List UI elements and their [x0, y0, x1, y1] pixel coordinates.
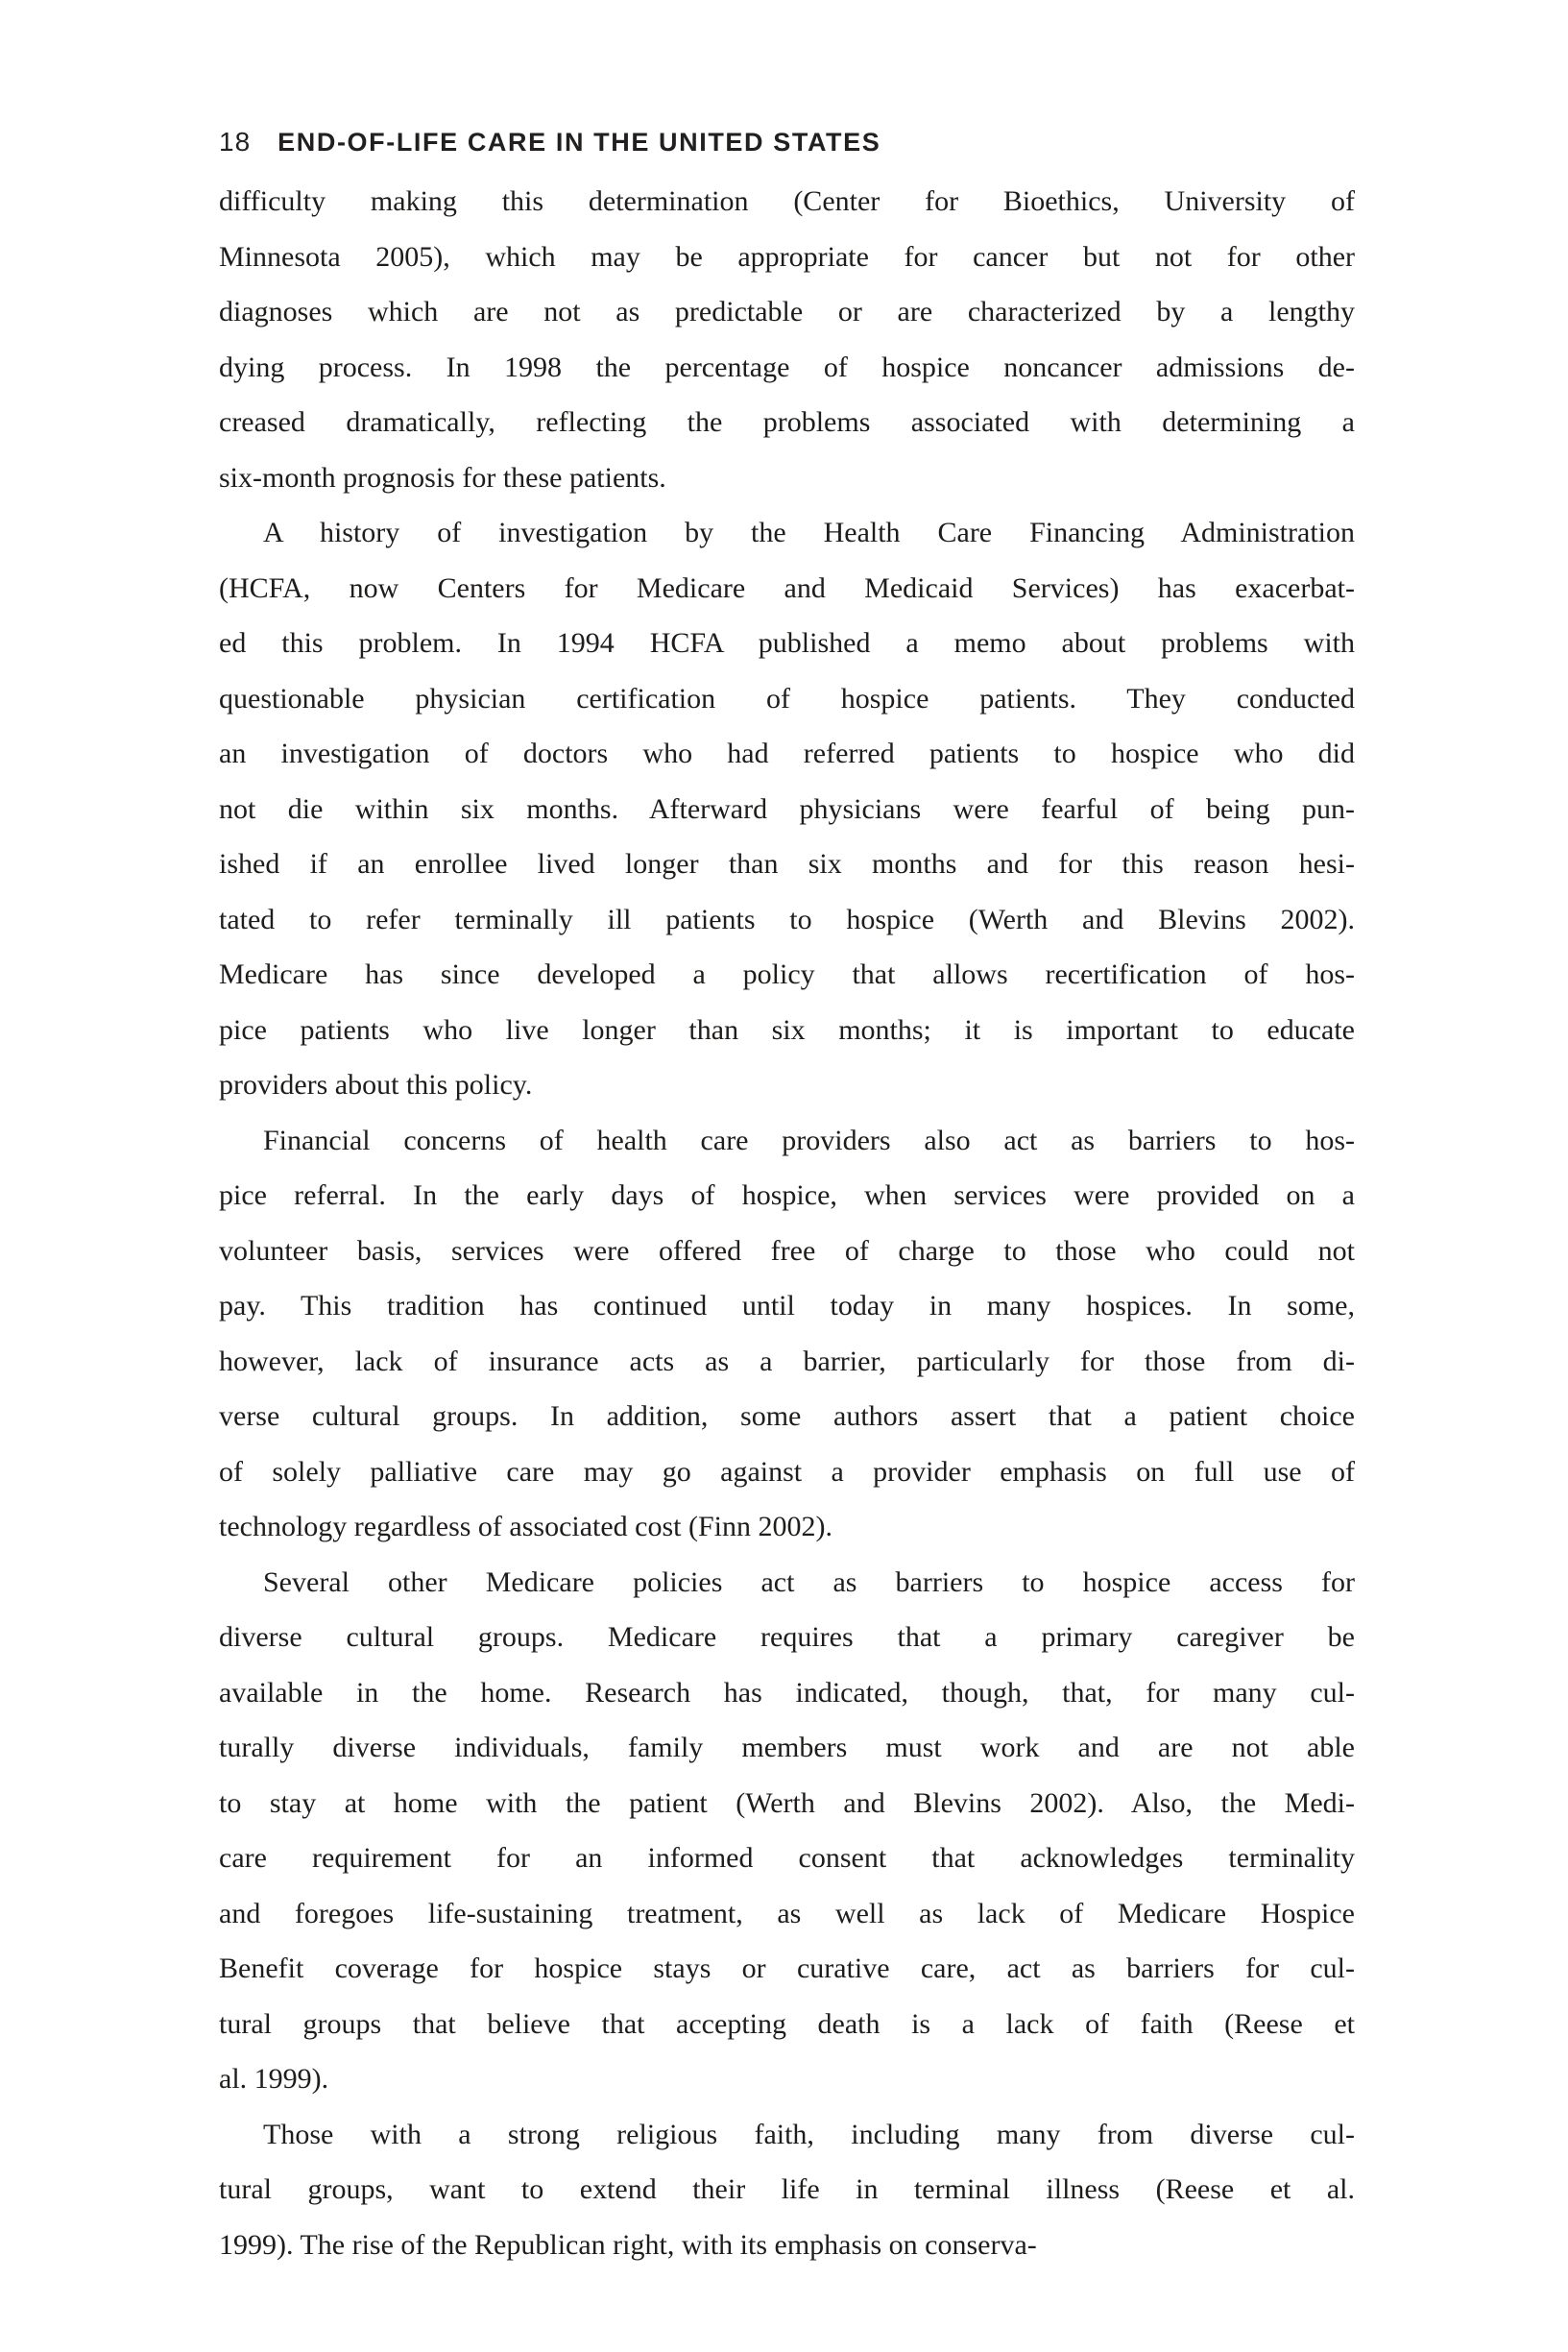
- body-line: an investigation of doctors who had referred patients to hospice who did: [219, 738, 1355, 769]
- page-header: [219, 127, 880, 158]
- body-line: Financial concerns of health care providers also act as barriers to hos-: [263, 1124, 1355, 1156]
- body-line: tated to refer terminally ill patients to hospice (Werth and Blevins 2002).: [219, 903, 1355, 935]
- body-line: pice referral. In the early days of hospice, when services were provided on a: [219, 1179, 1355, 1211]
- body-line: pice patients who live longer than six months; it is important to educate: [219, 1013, 1355, 1046]
- body-line: of solely palliative care may go against a provider emphasis on full use of: [219, 1455, 1355, 1488]
- body-line: Medicare has since developed a policy that allows recertification of hos-: [219, 958, 1355, 990]
- body-line: care requirement for an informed consent that acknowledges terminality: [219, 1842, 1355, 1874]
- body-line: to stay at home with the patient (Werth and Blevins 2002). Also, the Medi-: [219, 1786, 1355, 1819]
- body-line: providers about this policy.: [219, 1069, 533, 1101]
- body-line: 1999). The rise of the Republican right, with its emphasis on conserva-: [219, 2228, 1037, 2261]
- body-line: Benefit coverage for hospice stays or curative care, act as barriers for cul-: [219, 1952, 1355, 1984]
- body-line: ished if an enrollee lived longer than six months and for this reason hesi-: [219, 848, 1355, 880]
- body-text: [219, 174, 1355, 2272]
- body-line: technology regardless of associated cost (Finn 2002).: [219, 1511, 833, 1542]
- body-line: diagnoses which are not as predictable or are characterized by a lengthy: [219, 296, 1355, 327]
- body-line: tural groups, want to extend their life in terminal illness (Reese et al.: [219, 2173, 1355, 2205]
- paragraph: [219, 1555, 1355, 2107]
- body-line: available in the home. Research has indicated, though, that, for many cul-: [219, 1676, 1355, 1709]
- body-line: questionable physician certification of hospice patients. They conducted: [219, 682, 1355, 715]
- body-line: ed this problem. In 1994 HCFA published a memo about problems with: [219, 627, 1355, 659]
- body-line: A history of investigation by the Health Care Financing Administration: [263, 517, 1355, 548]
- body-line: (HCFA, now Centers for Medicare and Medicaid Services) has exacerbat-: [219, 571, 1355, 604]
- body-line: and foregoes life-sustaining treatment, as well as lack of Medicare Hospice: [219, 1897, 1355, 1929]
- body-line: pay. This tradition has continued until today in many hospices. In some,: [219, 1290, 1355, 1321]
- paragraph: [219, 2107, 1355, 2273]
- paragraph: [219, 1113, 1355, 1555]
- body-line: creased dramatically, reflecting the problems associated with determining a: [219, 406, 1355, 438]
- body-line: diverse cultural groups. Medicare requires that a primary caregiver be: [219, 1621, 1355, 1653]
- body-line: tural groups that believe that accepting death is a lack of faith (Reese et: [219, 2007, 1355, 2040]
- body-line: Several other Medicare policies act as barriers to hospice access for: [263, 1565, 1355, 1598]
- page-number: 18: [219, 127, 252, 157]
- body-line: however, lack of insurance acts as a barrier, particularly for those from di-: [219, 1345, 1355, 1377]
- body-line: not die within six months. Afterward physicians were fearful of being pun-: [219, 792, 1355, 825]
- body-line: Those with a strong religious faith, including many from diverse cul-: [263, 2118, 1355, 2150]
- body-line: volunteer basis, services were offered free of charge to those who could not: [219, 1234, 1355, 1267]
- body-line: turally diverse individuals, family members must work and are not able: [219, 1732, 1355, 1763]
- paragraph: [219, 174, 1355, 505]
- paragraph: [219, 505, 1355, 1113]
- body-line: Minnesota 2005), which may be appropriate for cancer but not for other: [219, 240, 1355, 273]
- body-line: al. 1999).: [219, 2063, 329, 2095]
- body-line: dying process. In 1998 the percentage of hospice noncancer admissions de-: [219, 351, 1355, 383]
- running-head: END-OF-LIFE CARE IN THE UNITED STATES: [277, 128, 881, 157]
- body-line: difficulty making this determination (Center for Bioethics, University of: [219, 185, 1355, 217]
- body-line: verse cultural groups. In addition, some authors assert that a patient choice: [219, 1400, 1355, 1432]
- body-line: six-month prognosis for these patients.: [219, 461, 666, 494]
